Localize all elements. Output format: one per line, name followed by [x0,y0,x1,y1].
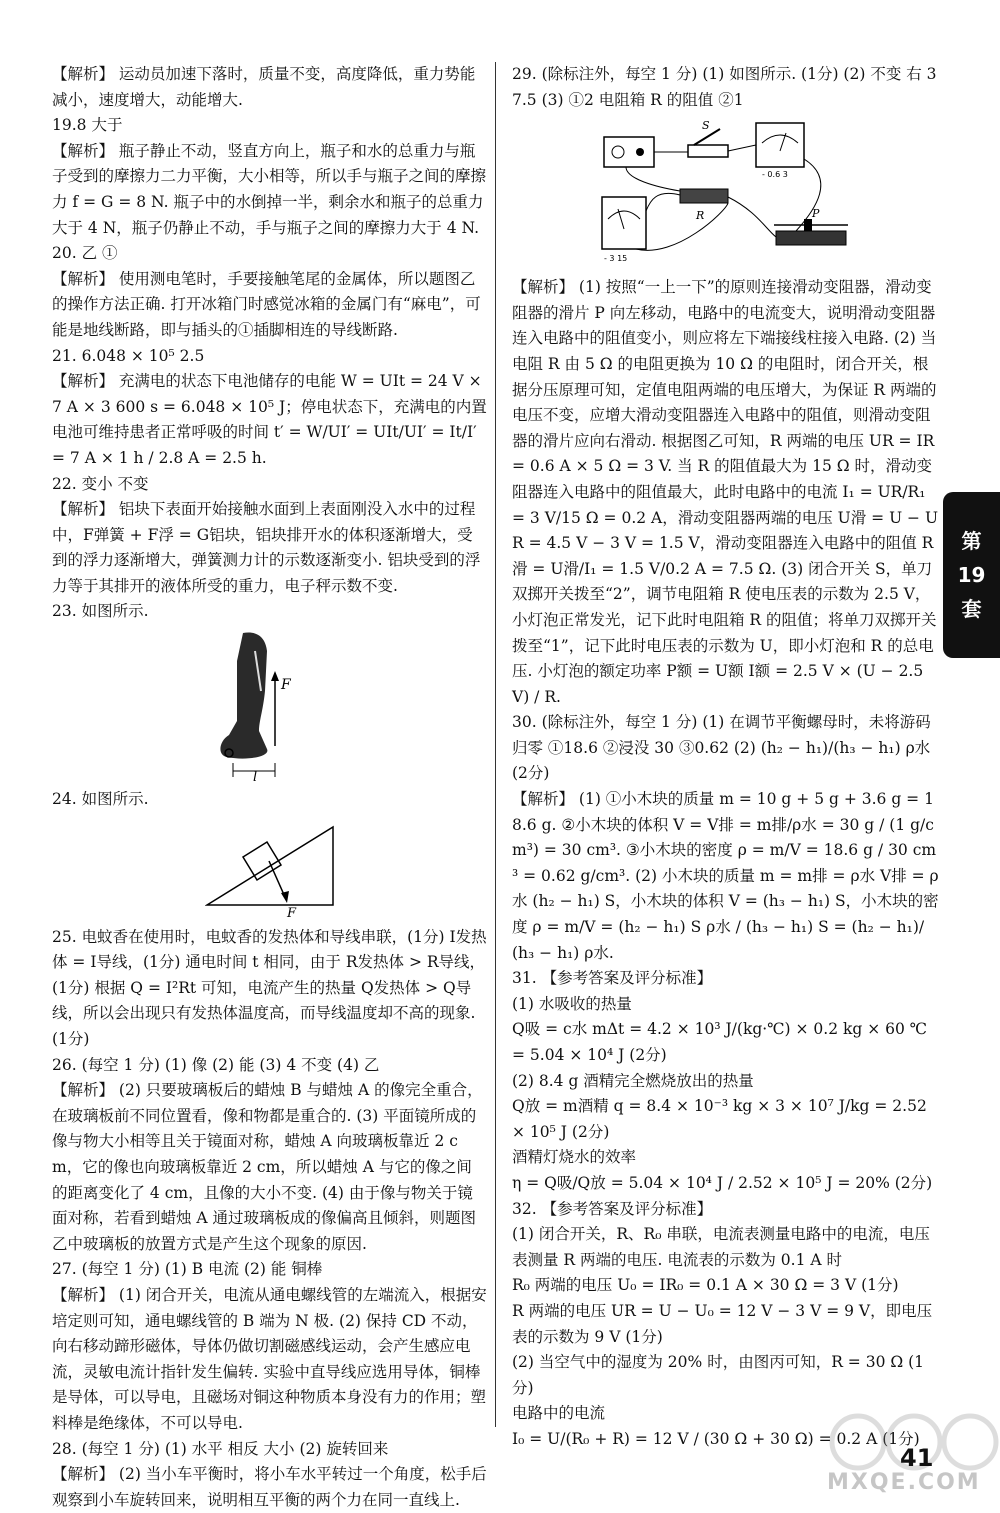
answer-22: 22. 变小 不变 [52,474,149,493]
force-arrow [269,861,285,897]
paragraph: 【解析】 (2) 只要玻璃板后的蜡烛 B 与蜡烛 A 的像完全重合，在玻璃板前不同位置看，像和物都是重合的. (3) 平面镜所成的像与物大小相等且关于镜面对称，蜡烛 A 向玻璃板靠近 2 cm，它的像也向玻璃板靠近 2 cm，所以蜡烛 A 与它的像之间的距离变化了 4 cm，且像的大小不变. (4) 由于像与物关于镜面对称，若看到蜡烛 A 通过玻璃板成的像偏高且倾斜，则题图乙中玻璃板的放置方式是产生这个现象的原因. [52,1081,483,1253]
paragraph: 酒精灯烧水的效率 [512,1148,637,1167]
answer-21: 21. 6.048 × 10⁵ 2.5 [52,346,205,365]
paragraph: (1) 闭合开关，R、R₀ 串联，电流表测量电路中的电流，电压表测量 R 两端的电压. 电流表的示数为 0.1 A 时 [512,1225,930,1269]
paragraph: 【解析】 (1) ①小木块的质量 m = 10 g + 5 g + 3.6 g = 18.6 g. ②小木块的体积 V = V排 = m排/ρ水 = 30 g / (1 g/cm³) = 30 cm³. ③小木块的密度 ρ = m/V = 18.6 g / 30 cm³ = 0.62 g/cm³. (2) 小木块的质量 m = m排 = ρ水 V排 = ρ水 (h₂ − h₁) S，小木块的体积 V = (h₃ − h₁) S，小木块的密度 ρ = m/V = (h₂ − h₁) S ρ水 / (h₃ − h₁) S = (h₂ − h₁)/(h₃ − h₁) ρ水. [512,790,939,962]
paragraph: 【解析】 使用测电笔时，手要接触笔尾的金属体，所以题图乙的操作方法正确. 打开冰箱门时感觉冰箱的金属门有“麻电”，可能是地线断路，即与插头的①插脚相连的导线断路. [52,269,481,339]
figure-23 [52,631,487,781]
watermark-ring [944,1416,996,1468]
paragraph: 【解析】 (2) 当小车平衡时，将小车水平转过一个角度，松手后观察到小车旋转回来，说明相互平衡的两个力在同一直线上. [52,1465,487,1509]
voltmeter-scale: - 3 15 [604,254,628,264]
answer-31-heading: 31. 【参考答案及评分标准】 [512,969,713,988]
paragraph: (2) 当空气中的湿度为 20% 时，由图丙可知，R = 30 Ω (1分) [512,1353,925,1397]
answer-25: 25. 电蚊香在使用时，电蚊香的发热体和导线串联，(1分) I发热体 = I导线，(1分) 通电时间 t 相同，由于 R发热体 > R导线，(1分) 根据 Q = I²Rt 可知，电流产生的热量 Q发热体 > Q导线，所以会出现只有发热体温度高，而导线温度却不高的现象. (1分) [52,927,487,1049]
switch-base [688,145,728,157]
left-column [52,62,487,1513]
force-label: F [280,677,291,694]
paragraph: 【解析】 铝块下表面开始接触水面到上表面刚没入水中的过程中，F弹簧 + F浮 = G铝块，铝块排开水的体积逐渐增大，受到的浮力逐渐增大，弹簧测力计的示数逐渐变小. 铝块受到的浮力等于其排开的液体所受的重力，电子秤示数不变. [52,500,481,595]
answer-26: 26. (每空 1 分) (1) 像 (2) 能 (3) 4 不变 (4) 乙 [52,1055,380,1074]
foot-lever-diagram [215,631,325,781]
arrow-head [281,891,289,903]
equation: I₀ = U/(R₀ + R) = 12 V / (30 Ω + 30 Ω) = 0.2 A (1分) [512,1429,920,1448]
equation: R₀ 两端的电压 U₀ = IR₀ = 0.1 A × 30 Ω = 3 V (1分) [512,1276,899,1295]
answer-28: 28. (每空 1 分) (1) 水平 相反 大小 (2) 旋转回来 [52,1439,389,1458]
paragraph: 【解析】 运动员加速下落时，质量不变，高度降低，重力势能减小，速度增大，动能增大. [52,65,476,109]
section-tab-line: 第 [961,529,982,553]
force-label: F [286,905,296,919]
answer-19: 19.8 大于 [52,116,123,135]
paragraph: 【解析】 (1) 闭合开关，电流从通电螺线管的左端流入，根据安培定则可知，通电螺线管的 B 端为 N 极. (2) 保持 CD 不动，向右移动蹄形磁体，导体仍做切割磁感线运动，会产生感应电流，灵敏电流计指针发生偏转. 实验中直导线应选用导体，铜棒是导体，可以导电，且磁场对铜这种物质本身没有力的作用；塑料棒是绝缘体，不可以导电. [52,1285,487,1432]
figure-24 [52,819,487,919]
section-tab [943,492,1000,658]
paragraph: 【解析】 瓶子静止不动，竖直方向上，瓶子和水的总重力与瓶子受到的摩擦力二力平衡，大小相等，所以手与瓶子之间的摩擦力 f = G = 8 N. 瓶子中的水倒掉一半，剩余水和瓶子的总重力大于 4 N，瓶子仍静止不动，手与瓶子之间的摩擦力大于 4 N. [52,141,487,237]
equation: Q吸 = c水 mΔt = 4.2 × 10³ J/(kg·℃) × 0.2 kg × 60 ℃ = 5.04 × 10⁴ J (2分) [512,1020,933,1064]
answer-32-heading: 32. 【参考答案及评分标准】 [512,1199,713,1218]
resistor [680,189,728,203]
circuit-diagram [596,119,856,269]
arrow-head [271,671,279,681]
incline-diagram [205,819,335,919]
section-tab-number: 19 [957,563,986,587]
wire [728,197,776,237]
answer-27: 27. (每空 1 分) (1) B 电流 (2) 能 铜棒 [52,1260,323,1279]
figure-29 [512,119,940,269]
equation: R 两端的电压 UR = U − U₀ = 12 V − 3 V = 9 V，即电压表的示数为 9 V (1分) [512,1301,933,1346]
column-divider [495,62,496,1427]
paragraph: 【解析】 (1) 按照“一上一下”的原则连接滑动变阻器，滑动变阻器的滑片 P 向左移动，电路中的电流变大，说明滑动变阻器连入电路中的阻值变小，则应将左下端接线柱接入电路. (2) 当电阻 R 由 5 Ω 的电阻更换为 10 Ω 的电阻时，闭合开关，根据分压原理可知，定值电阻两端的电压增大，为保证 R 两端的电压不变，应增大滑动变阻器连入电路中的阻值，则滑动变阻器的滑片应向右滑动. 根据图乙可知，R 两端的电压 UR = IR = 0.6 A × 5 Ω = 3 V. 当 R 的阻值最大为 15 Ω 时，滑动变阻器连入电路中的阻值最大，此时电路中的电流 I₁ = UR/R₁ = 3 V/15 Ω = 0.2 A，滑动变阻器两端的电压 U滑 = U − UR = 4.5 V − 3 V = 1.5 V，滑动变阻器连入电路中的阻值 R滑 = U滑/I₁ = 1.5 V/0.2 A = 7.5 Ω. (3) 闭合开关 S，单刀双掷开关拨至“2”，调节电阻箱 R 使电压表的示数为 2.5 V，小灯泡正常发光，记下此时电阻箱 R 的阻值；将单刀双掷开关拨至“1”，记下此时电压表的示数为 U，即小灯泡和 R 的总电压. 小灯泡的额定功率 P额 = U额 I额 = 2.5 V × (U − 2.5 V) / R. [512,278,940,706]
watermark-text: MXQE.COM [827,1470,981,1495]
watermark-ring [832,1416,884,1468]
leg-shape [220,633,267,759]
equation: η = Q吸/Q放 = 5.04 × 10⁴ J / 2.52 × 10⁵ J = 20% (2分) [512,1173,933,1192]
voltmeter [602,197,646,249]
paragraph: (1) 水吸收的热量 [512,994,632,1013]
page-number: 41 [900,1444,934,1472]
slider-label: P [812,207,820,221]
ammeter [756,123,804,167]
answer-24: 24. 如图所示. [52,790,149,809]
ammeter-scale: - 0.6 3 [762,170,788,180]
wire [626,167,680,191]
answer-20: 20. 乙 ① [52,244,118,263]
paragraph: (2) 8.4 g 酒精完全燃烧放出的热量 [512,1071,754,1090]
equation: Q放 = m酒精 q = 8.4 × 10⁻³ kg × 3 × 10⁷ J/kg = 2.52 × 10⁵ J (2分) [512,1097,932,1141]
answer-29: 29. (除标注外，每空 1 分) (1) 如图所示. (1分) (2) 不变 右 3 7.5 (3) ①2 电阻箱 R 的阻值 ②1 [512,65,942,109]
incline [207,827,333,905]
right-column [512,62,940,1453]
paragraph: 【解析】 充满电的状态下电池储存的电能 W = UIt = 24 V × 7 A × 3 600 s = 6.048 × 10⁵ J；停电状态下，充满电的内置电池可维持患者正常呼吸的时间 t′ = W/UI′ = UIt/UI′ = It/I′ = 7 A × 1 h / 2.8 A = 2.5 h. [52,372,487,467]
rheostat [776,231,846,245]
answer-30: 30. (除标注外，每空 1 分) (1) 在调节平衡螺母时，未将游码归零 ①18.6 ②浸没 30 ③0.62 (2) (h₂ − h₁)/(h₃ − h₁) ρ水 (2分) [512,713,936,783]
wire [728,145,756,151]
section-tab-line: 套 [961,597,982,621]
wire [646,194,680,212]
paragraph: 电路中的电流 [512,1404,606,1423]
battery-terminal [636,148,644,156]
arm-label: l [252,770,257,782]
switch-label: S [702,119,710,133]
wire [636,203,728,250]
answer-23: 23. 如图所示. [52,602,149,621]
resistor-label: R [696,209,705,223]
